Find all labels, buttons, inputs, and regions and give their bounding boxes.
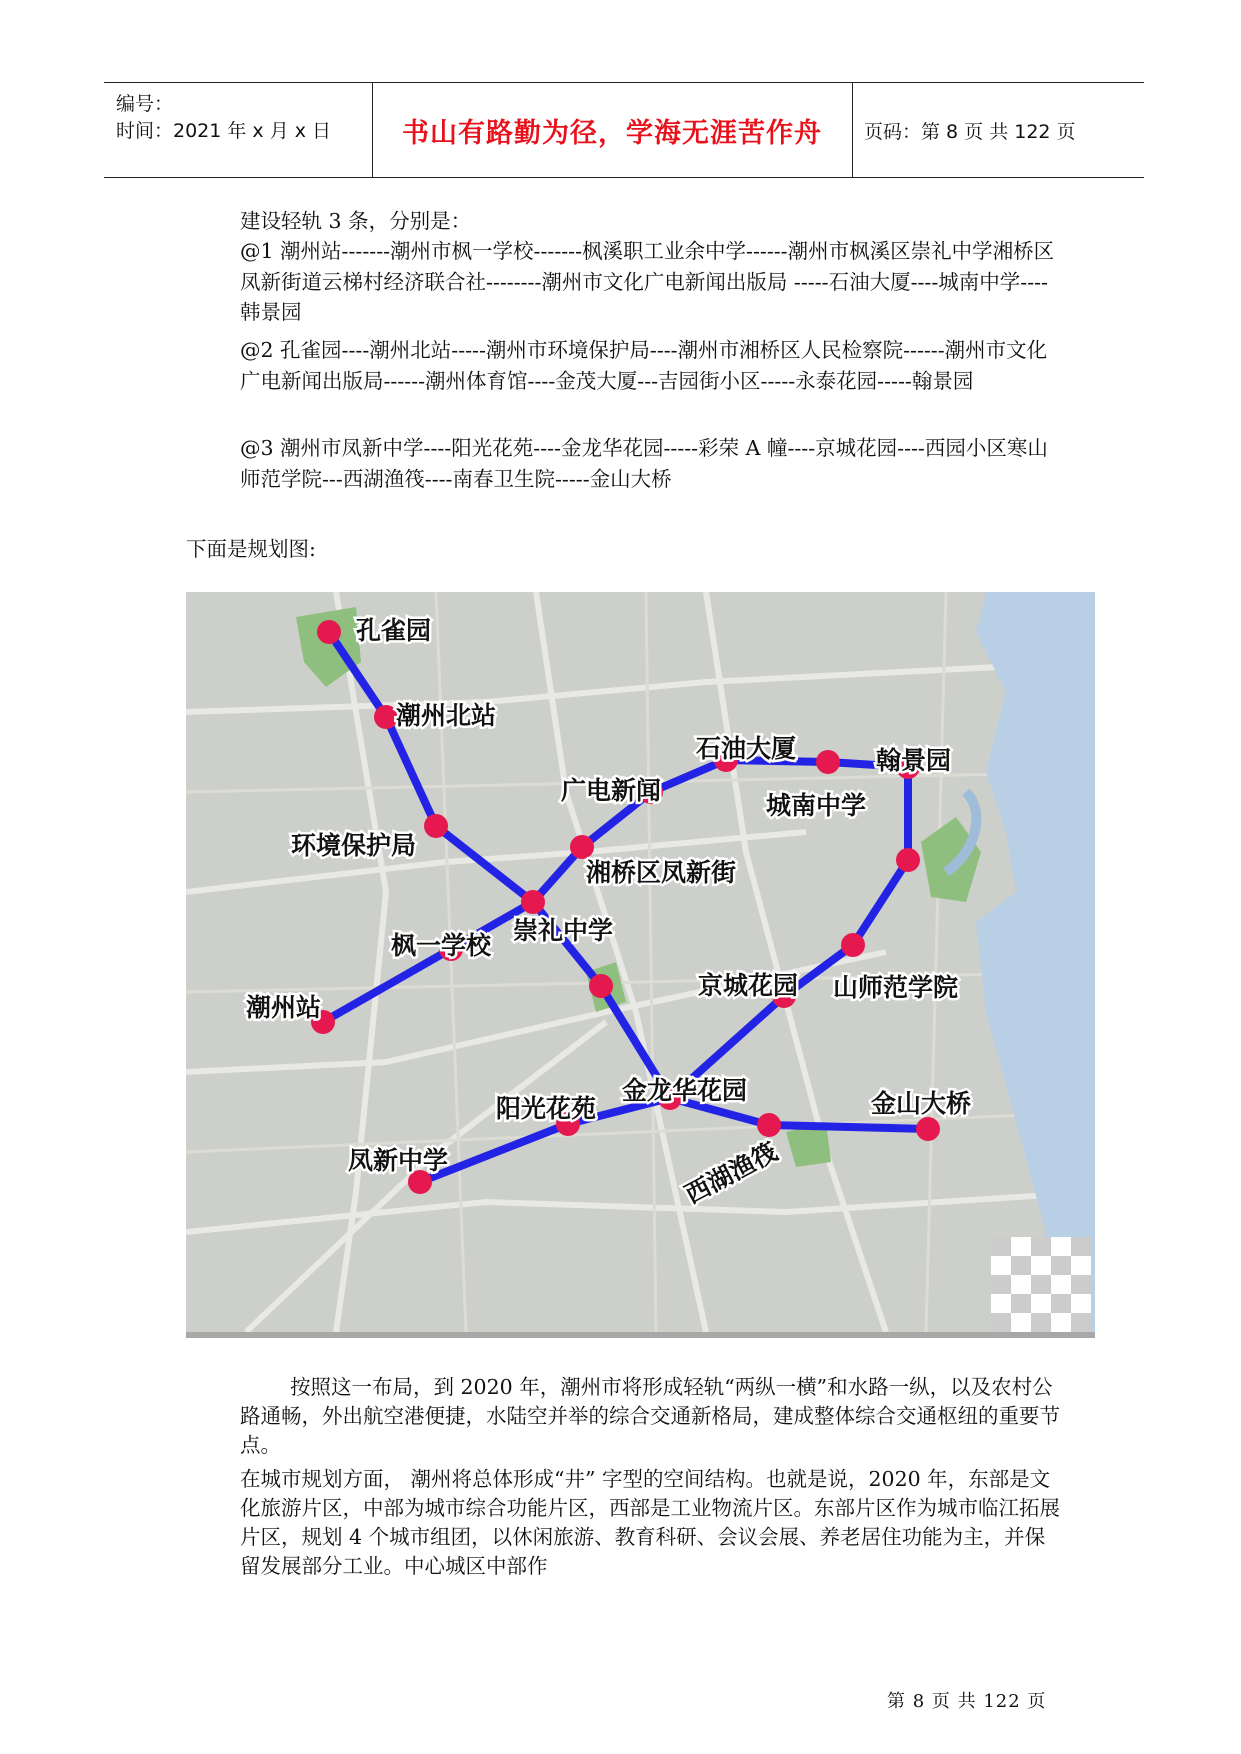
route-2: @2 孔雀园----潮州北站-----潮州市环境保护局----潮州市湘桥区人民检察院------潮州市文化广电新闻出版局------潮州体育馆----金茂大厦---吉园街小区-----永泰花园-----翰景园 — [240, 338, 1048, 393]
paragraph-layout: 按照这一布局，到 2020 年，潮州市将形成轻轨“两纵一横”和水路一纵，以及农村公路通畅，外出航空港便捷，水陆空并举的综合交通新格局，建成整体综合交通枢纽的重要节点。 — [240, 1375, 1060, 1457]
station-dot — [374, 705, 398, 729]
station-dot — [317, 620, 341, 644]
light-rail-plan-map — [186, 592, 1095, 1338]
map-intro-text: 下面是规划图: — [186, 537, 316, 561]
map-roads — [186, 592, 1095, 1332]
station-label: 城南中学 — [766, 791, 867, 820]
station-label: 阳光花苑 — [496, 1094, 597, 1123]
station-dot — [570, 835, 594, 859]
motto-text: 书山有路勤为径，学海无涯苦作舟 — [402, 117, 822, 149]
header-page-info — [864, 83, 1144, 177]
station-label: 孔雀园 — [356, 616, 432, 645]
header-motto — [372, 83, 853, 177]
station-label: 潮州站 — [246, 993, 322, 1022]
station-dot — [521, 890, 545, 914]
station-label: 石油大厦 — [696, 734, 797, 763]
number-label: 编号： — [116, 93, 174, 115]
page-header — [104, 82, 1144, 178]
station-dot — [424, 814, 448, 838]
intro-text: 建设轻轨 3 条，分别是： — [240, 209, 472, 233]
station-label: 潮州北站 — [396, 701, 497, 730]
station-label: 凤新中学 — [348, 1146, 449, 1175]
station-label: 山师范学院 — [833, 973, 959, 1002]
station-label: 西湖渔筏 — [680, 1136, 783, 1210]
station-label: 枫一学校 — [391, 931, 492, 960]
station-label: 湘桥区凤新街 — [586, 858, 737, 887]
paragraph-planning: 在城市规划方面， 潮州将总体形成“井” 字型的空间结构。也就是说，2020 年，东部是文化旅游片区，中部为城市综合功能片区，西部是工业物流片区。东部片区作为城市临江拓展片区，规划 4 个城市组团，以休闲旅游、教育科研、会议会展、养老居住功能为主，并保留发展部分工业。中心城区中部作 — [240, 1467, 1060, 1578]
station-label: 金龙华花园 — [622, 1076, 748, 1105]
station-label: 京城花园 — [698, 971, 799, 1000]
station-label: 环境保护局 — [291, 831, 417, 860]
station-label: 翰景园 — [876, 746, 952, 775]
station-label: 崇礼中学 — [513, 916, 614, 945]
header-meta — [104, 83, 373, 177]
river — [976, 592, 1095, 1332]
map-corner-pattern — [991, 1237, 1091, 1332]
route-1: @1 潮州站-------潮州市枫一学校-------枫溪职工业余中学------潮州市枫溪区崇礼中学湘桥区凤新街道云梯村经济联合社--------潮州市文化广电新闻出版局 -----石油大厦----城南中学----韩景园 — [240, 239, 1055, 324]
time-label: 时间：2021 年 x 月 x 日 — [116, 120, 332, 142]
station-dot-unlabeled — [589, 974, 613, 998]
station-dot-unlabeled — [896, 848, 920, 872]
station-dot — [757, 1113, 781, 1137]
station-label: 金山大桥 — [871, 1089, 972, 1118]
route-3: @3 潮州市凤新中学----阳光花苑----金龙华花园-----彩荣 A 幢----京城花园----西园小区寒山师范学院---西湖渔筏----南春卫生院-----金山大桥 — [240, 436, 1048, 491]
station-dot — [841, 933, 865, 957]
station-dot — [816, 750, 840, 774]
station-dot — [916, 1117, 940, 1141]
station-label: 广电新闻 — [561, 776, 662, 805]
page-footer: 第 8 页 共 122 页 — [887, 1691, 1047, 1712]
page-info-text: 页码：第 8 页 共 122 页 — [864, 120, 1076, 143]
map-canvas — [186, 592, 1095, 1332]
